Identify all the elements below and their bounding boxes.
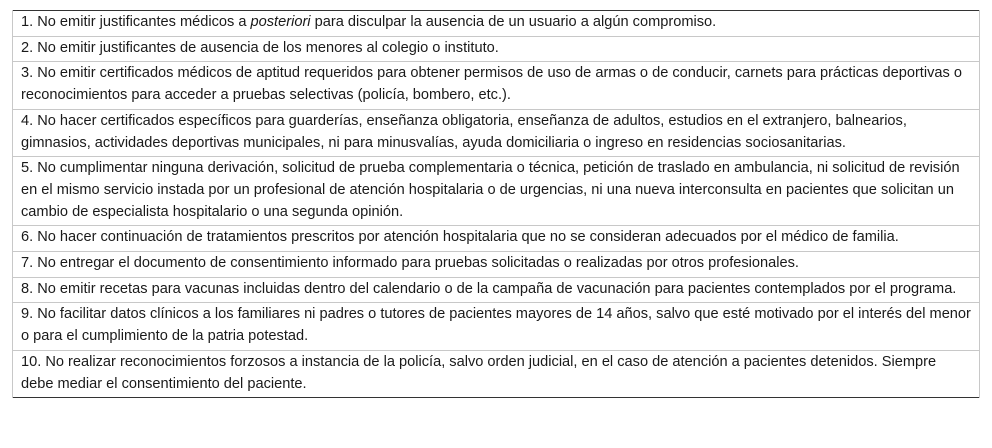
- table-row: [13, 350, 980, 397]
- table-row: [13, 11, 980, 37]
- table-cell: 7. No entregar el documento de consentimiento informado para pruebas solicitadas o realizadas por otros profesionales.: [13, 252, 980, 278]
- table-row: [13, 62, 980, 109]
- table-row: [13, 109, 980, 156]
- table-cell: 8. No emitir recetas para vacunas incluidas dentro del calendario o de la campaña de vacunación para pacientes contemplados por el programa.: [13, 277, 980, 303]
- table-row: [13, 303, 980, 350]
- table-cell: [13, 11, 980, 37]
- recommendations-table: [12, 10, 980, 398]
- table-cell: 4. No hacer certificados específicos para guarderías, enseñanza obligatoria, enseñanza de adultos, estudios en el extranjero, balnearios, gimnasios, actividades deportivas municipales, ni para minusvalías, ayuda domiciliaria o ingreso en residencias sociosanitarias.: [13, 109, 980, 156]
- table-row: [13, 36, 980, 62]
- table-cell: 9. No facilitar datos clínicos a los familiares ni padres o tutores de pacientes mayores de 14 años, salvo que esté motivado por el interés del menor o para el cumplimiento de la patria potestad.: [13, 303, 980, 350]
- cell-text-italic: posteriori: [250, 14, 311, 30]
- table-row: [13, 277, 980, 303]
- table-body: [13, 11, 980, 398]
- table-cell: 2. No emitir justificantes de ausencia de los menores al colegio o instituto.: [13, 36, 980, 62]
- table-cell: 3. No emitir certificados médicos de aptitud requeridos para obtener permisos de uso de armas o de conducir, carnets para prácticas deportivas o reconocimientos para acceder a pruebas selectivas (policía, bombero, etc.).: [13, 62, 980, 109]
- table-cell: 6. No hacer continuación de tratamientos prescritos por atención hospitalaria que no se consideran adecuados por el médico de familia.: [13, 226, 980, 252]
- table-row: [13, 226, 980, 252]
- table-cell: 10. No realizar reconocimientos forzosos a instancia de la policía, salvo orden judicial, en el caso de atención a pacientes detenidos. Siempre debe mediar el consentimiento del paciente.: [13, 350, 980, 397]
- recommendations-table-container: [12, 10, 980, 398]
- table-row: [13, 157, 980, 226]
- cell-text: para disculpar la ausencia de un usuario a algún compromiso.: [310, 14, 717, 30]
- table-row: [13, 252, 980, 278]
- cell-text: 1. No emitir justificantes médicos a: [21, 14, 251, 30]
- table-cell: 5. No cumplimentar ninguna derivación, solicitud de prueba complementaria o técnica, petición de traslado en ambulancia, ni solicitud de revisión en el mismo servicio instada por un profesional de atención hospitalaria o de urgencias, ni una nueva interconsulta en pacientes que solicitan un cambio de especialista hospitalario o una segunda opinión.: [13, 157, 980, 226]
